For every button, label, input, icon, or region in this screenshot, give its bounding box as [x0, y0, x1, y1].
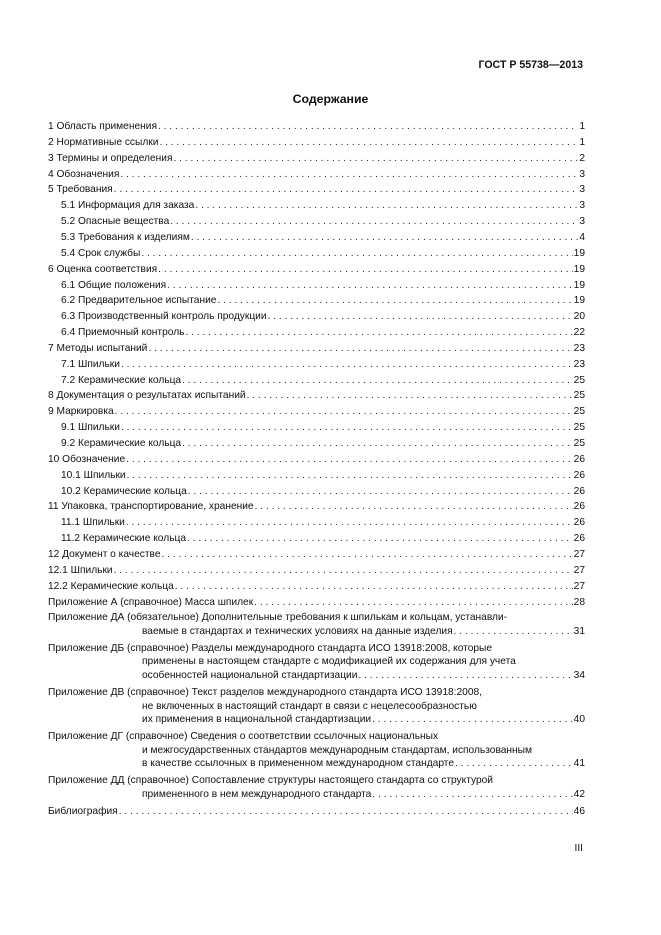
toc-entry-page: 19 [573, 279, 585, 291]
toc-leader-dots [121, 359, 573, 371]
toc-leader-dots [372, 789, 572, 801]
toc-entry-page: 20 [573, 311, 585, 323]
toc-entry-label: 11.2 Керамические кольца [61, 533, 187, 545]
toc-entry-label: 9.2 Керамические кольца [61, 438, 182, 449]
toc-entry-label: 5.4 Срок службы [61, 247, 141, 259]
toc-entry-page: 23 [573, 342, 585, 354]
toc-leader-dots [454, 626, 573, 638]
toc-entry[interactable] [48, 565, 585, 577]
toc-leader-dots [120, 169, 578, 181]
toc-entry-page: 23 [573, 358, 585, 370]
toc-entry-page: 27 [573, 564, 585, 576]
toc-entry[interactable] [142, 758, 585, 770]
toc-leader-dots [148, 343, 572, 355]
toc-entry-label: их применения в национальной стандартизации [142, 713, 372, 725]
toc-entry-label: Библиография [48, 805, 118, 817]
toc-leader-dots [358, 670, 572, 682]
toc-entry-label: 6.2 Предварительное испытание [61, 295, 217, 307]
toc-entry[interactable] [142, 789, 585, 801]
toc-entry[interactable] [61, 200, 585, 212]
toc-entry-label: 6.4 Приемочный контроль [61, 327, 185, 339]
toc-entry[interactable] [142, 670, 585, 682]
toc-entry[interactable] [61, 280, 585, 292]
toc-entry-label: 1 Область применения [48, 121, 157, 132]
toc-entry-label: 5.3 Требования к изделиям [61, 231, 190, 243]
toc-entry-label: особенностей национальной стандартизации [142, 669, 358, 681]
toc-leader-dots [127, 470, 573, 482]
toc-entry[interactable] [48, 184, 585, 196]
toc-entry-page: 26 [573, 533, 585, 545]
toc-entry-page: 3 [579, 200, 585, 212]
toc-entry[interactable] [61, 533, 585, 545]
toc-leader-dots [167, 280, 572, 292]
toc-entry-page: 27 [573, 580, 585, 592]
toc-entry[interactable] [48, 454, 585, 466]
toc-entry-page: 3 [579, 168, 585, 180]
toc-entry-page: 41 [573, 757, 585, 769]
document-id-header: ГОСТ Р 55738—2013 [478, 59, 583, 71]
toc-entry-label: 2 Нормативные ссылки [48, 136, 159, 148]
toc-entry-label-line: не включенных в настоящий стандарт в связи с нецелесообразностью [142, 700, 477, 712]
toc-entry[interactable] [61, 422, 585, 434]
toc-entry-label-line: и межгосударственных стандартов международным стандартам, использованным [142, 744, 533, 756]
toc-entry-page: 1 [579, 136, 585, 148]
toc-entry-label: 9 Маркировка [48, 406, 114, 418]
toc-entry[interactable] [48, 390, 585, 402]
toc-leader-dots [141, 248, 572, 260]
toc-entry-label: 12.2 Керамические кольца [48, 580, 174, 592]
toc-entry[interactable] [61, 470, 585, 482]
toc-entry[interactable] [61, 216, 585, 228]
toc-entry-label: 11 Упаковка, транспортирование, хранение [48, 501, 254, 513]
toc-entry[interactable] [61, 295, 585, 307]
toc-leader-dots [126, 454, 572, 466]
toc-leader-dots [114, 184, 579, 196]
toc-leader-dots [173, 153, 578, 165]
toc-entry-page: 25 [573, 390, 585, 402]
toc-entry-label: 3 Термины и определения [48, 152, 173, 164]
toc-leader-dots [372, 714, 573, 726]
toc-entry-label: 8 Документация о результатах испытаний [48, 390, 246, 402]
toc-entry-page: 3 [579, 184, 585, 196]
toc-leader-dots [159, 137, 578, 149]
toc-entry-label: 7.1 Шпильки [61, 358, 120, 370]
toc-entry[interactable] [142, 626, 585, 638]
toc-entry-label-line: применены в настоящем стандарте с модификацией их содержания для учета [142, 656, 516, 668]
toc-entry[interactable] [61, 517, 585, 529]
toc-entry[interactable] [48, 406, 585, 418]
toc-entry-page: 1 [579, 121, 585, 132]
toc-leader-dots [217, 295, 572, 307]
toc-entry[interactable] [48, 501, 585, 513]
toc-entry-label: 10.2 Керамические кольца [61, 485, 187, 497]
toc-leader-dots [455, 758, 573, 770]
toc-entry-page: 26 [573, 469, 585, 481]
toc-entry[interactable] [61, 248, 585, 260]
toc-entry[interactable] [61, 232, 585, 244]
toc-entry-label: 6.3 Производственный контроль продукции [61, 311, 267, 323]
toc-leader-dots [182, 375, 573, 387]
toc-leader-dots [195, 200, 578, 212]
toc-entry[interactable] [48, 137, 585, 149]
toc-entry-page: 42 [573, 788, 585, 800]
toc-entry-page: 19 [573, 295, 585, 307]
toc-entry-label: примененного в нем международного стандарта [142, 788, 372, 800]
page-number-footer: III [574, 843, 583, 854]
toc-entry-page: 26 [573, 501, 585, 513]
toc-entry-label: 11.1 Шпильки [61, 517, 125, 529]
toc-entry-label: 12.1 Шпильки [48, 564, 113, 576]
toc-entry-page: 40 [573, 713, 585, 725]
toc-entry[interactable] [48, 581, 585, 593]
toc-leader-dots [182, 438, 573, 450]
toc-leader-dots [158, 264, 573, 276]
toc-entry[interactable] [61, 359, 585, 371]
toc-entry[interactable] [61, 311, 585, 323]
toc-entry-page: 46 [573, 805, 585, 817]
toc-leader-dots [254, 597, 572, 609]
toc-entry-page: 28 [573, 596, 585, 608]
toc-leader-dots [187, 533, 573, 545]
toc-entry-label: ваемые в стандартах и технических условиях на данные изделия [142, 625, 453, 637]
toc-leader-dots [170, 216, 578, 228]
page-title: Содержание [292, 92, 369, 106]
toc-entry-page: 25 [573, 422, 585, 434]
toc-entry-label: 5 Требования [48, 184, 113, 196]
toc-entry-label-line: Приложение ДВ (справочное) Текст разделов международного стандарта ИСО 13918:2008, [48, 687, 482, 699]
toc-entry-label: Приложение А (справочное) Масса шпилек [48, 596, 254, 608]
toc-entry-label: 6 Оценка соответствия [48, 263, 158, 275]
toc-leader-dots [255, 501, 573, 513]
toc-entry[interactable] [61, 375, 585, 387]
toc-entry-label-line: Приложение ДБ (справочное) Разделы международного стандарта ИСО 13918:2008, которые [48, 643, 493, 655]
toc-entry-label: 7 Методы испытаний [48, 342, 148, 354]
toc-leader-dots [121, 422, 573, 434]
toc-leader-dots [247, 390, 573, 402]
toc-leader-dots [126, 517, 573, 529]
toc-entry-page: 27 [573, 548, 585, 560]
toc-entry-label-line: Приложение ДД (справочное) Сопоставление структуры настоящего стандарта со структурой [48, 775, 493, 787]
toc-entry-label: в качестве ссылочных в примененном международном стандарте [142, 757, 454, 769]
toc-entry[interactable] [61, 438, 585, 450]
toc-entry[interactable] [48, 153, 585, 165]
toc-entry-label: 12 Документ о качестве [48, 548, 161, 560]
toc-entry[interactable] [48, 549, 585, 561]
toc-entry-label: 5.2 Опасные вещества [61, 216, 170, 228]
toc-entry[interactable] [48, 343, 585, 355]
toc-entry-label: 7.2 Керамические кольца [61, 374, 182, 386]
toc-entry-page: 4 [579, 231, 585, 243]
toc-entry-page: 25 [573, 406, 585, 418]
toc-entry[interactable] [48, 121, 585, 133]
toc-entry-page: 22 [573, 327, 585, 339]
toc-leader-dots [158, 121, 578, 133]
toc-leader-dots [115, 406, 573, 418]
toc-entry-page: 34 [573, 669, 585, 681]
toc-entry[interactable] [48, 806, 585, 818]
toc-entry-page: 3 [579, 216, 585, 228]
toc-entry-label-line: Приложение ДГ (справочное) Сведения о соответствии ссылочных национальных [48, 731, 439, 743]
toc-leader-dots [175, 581, 573, 593]
toc-entry-page: 26 [573, 517, 585, 529]
toc-leader-dots [268, 311, 573, 323]
toc-entry-label: 9.1 Шпильки [61, 422, 120, 434]
toc-entry-page: 19 [573, 263, 585, 275]
toc-entry[interactable] [61, 327, 585, 339]
toc-leader-dots [188, 486, 573, 498]
toc-entry[interactable] [48, 597, 585, 609]
toc-entry-label: 5.1 Информация для заказа [61, 200, 195, 212]
toc-entry-page: 26 [573, 453, 585, 465]
toc-leader-dots [114, 565, 573, 577]
toc-entry-label: 4 Обозначения [48, 168, 120, 180]
toc-leader-dots [162, 549, 573, 561]
toc-entry[interactable] [142, 714, 585, 726]
toc-entry[interactable] [48, 169, 585, 181]
toc-entry[interactable] [61, 486, 585, 498]
toc-entry[interactable] [48, 264, 585, 276]
toc-entry-page: 2 [579, 152, 585, 164]
toc-entry-page: 31 [573, 625, 585, 637]
toc-entry-page: 26 [573, 485, 585, 497]
toc-entry-label-line: Приложение ДА (обязательное) Дополнительные требования к шпилькам и кольцам, устанавли- [48, 612, 508, 624]
toc-entry-page: 19 [573, 247, 585, 259]
toc-leader-dots [191, 232, 578, 244]
toc-entry-label: 6.1 Общие положения [61, 279, 167, 291]
toc-entry-label: 10.1 Шпильки [61, 469, 126, 481]
toc-entry-page: 25 [573, 438, 585, 449]
toc-entry-page: 25 [573, 374, 585, 386]
toc-leader-dots [185, 327, 572, 339]
toc-entry-label: 10 Обозначение [48, 453, 126, 465]
toc-leader-dots [119, 806, 573, 818]
